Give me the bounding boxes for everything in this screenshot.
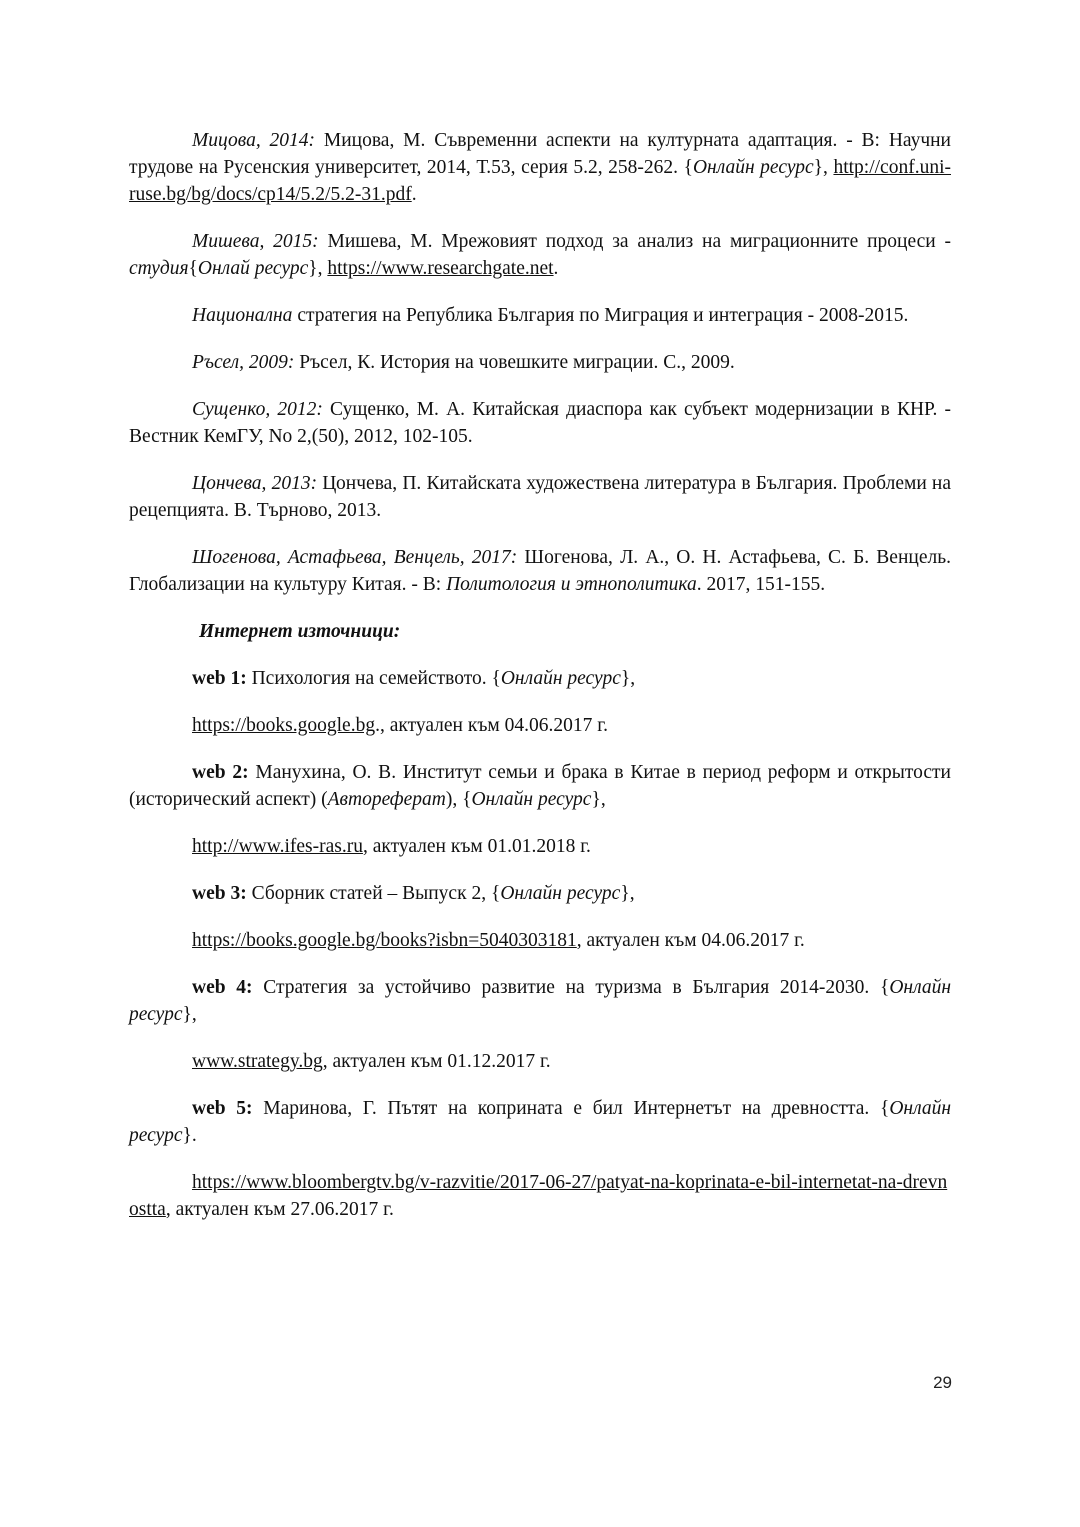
reference-mitsova: Мицова, 2014: Мицова, М. Съвременни аспекти на културната адаптация. - В: Научни трудове на Русенския университет, 2014, Т.53, серия 5.2, 258-262. {Онлайн ресурс}, http://conf.uni-ruse.bg/bg/docs/cp14/5.2/5.2-31.pdf. — [129, 130, 951, 205]
web-source-4-url-line: www.strategy.bg, актуален към 01.12.2017 г. — [192, 1051, 551, 1072]
page-number: 29 — [933, 1373, 952, 1392]
web-source-2: web 2: Манухина, О. В. Институт семьи и брака в Китае в период реформ и открытости (исторический аспект) (Автореферат), {Онлайн ресурс}, — [129, 762, 951, 810]
web-source-1-url-line: https://books.google.bg., актуален към 04.06.2017 г. — [192, 715, 608, 736]
web-link[interactable]: https://www.bloombergtv.bg/v-razvitie/2017-06-27/patyat-na-koprinata-e-bil-internetat-na-drevnostta — [129, 1172, 948, 1220]
reference-author: Шогенова, Астафьева, Венцель, 2017: — [192, 547, 518, 568]
reference-link[interactable]: http://conf.uni-ruse.bg/bg/docs/cp14/5.2/5.2-31.pdf — [129, 157, 951, 205]
reference-author: Национална — [192, 305, 293, 326]
reference-author: Мицова, 2014: — [192, 130, 316, 151]
reference-tsoncheva: Цончева, 2013: Цончева, П. Китайската художествена литература в България. Проблеми на рецепцията. В. Търново, 2013. — [129, 473, 951, 521]
web-link[interactable]: https://books.google.bg — [192, 715, 376, 736]
reference-author: Мишева, 2015: — [192, 231, 319, 252]
web-label: web 4: — [192, 977, 253, 998]
reference-misheva: Мишева, 2015: Мишева, М. Мрежовият подход за анализ на миграционните процеси - студия{Онлай ресурс}, https://www.researchgate.net. — [129, 231, 951, 279]
web-source-4: web 4: Стратегия за устойчиво развитие на туризма в България 2014-2030. {Онлайн ресурс}, — [129, 977, 951, 1025]
web-source-3: web 3: Сборник статей – Выпуск 2, {Онлайн ресурс}, — [192, 883, 635, 904]
web-link[interactable]: www.strategy.bg — [192, 1051, 323, 1072]
reference-link[interactable]: https://www.researchgate.net — [327, 258, 554, 279]
web-link[interactable]: https://books.google.bg/books?isbn=5040303181 — [192, 930, 577, 951]
reference-author: Сущенко, 2012: — [192, 399, 323, 420]
web-source-2-url-line: http://www.ifes-ras.ru, актуален към 01.01.2018 г. — [192, 836, 591, 857]
reference-author: Цончева, 2013: — [192, 473, 318, 494]
web-label: web 5: — [192, 1098, 253, 1119]
web-label: web 3: — [192, 883, 247, 904]
reference-rasel: Ръсел, 2009: Ръсел, К. История на човешките миграции. С., 2009. — [192, 352, 735, 373]
reference-author: Ръсел, 2009: — [192, 352, 295, 373]
web-label: web 2: — [192, 762, 249, 783]
web-source-3-url-line: https://books.google.bg/books?isbn=5040303181, актуален към 04.06.2017 г. — [192, 930, 805, 951]
reference-sushchenko: Сущенко, 2012: Сущенко, М. А. Китайская диаспора как субъект модернизации в КНР. - Вестник КемГУ, No 2,(50), 2012, 102-105. — [129, 399, 951, 447]
web-source-5-url-line: https://www.bloombergtv.bg/v-razvitie/2017-06-27/patyat-na-koprinata-e-bil-internetat-na-drevnostta, актуален към 27.06.2017 г. — [129, 1172, 948, 1220]
section-heading-internet-sources: Интернет източници: — [199, 621, 401, 642]
web-source-1: web 1: Психология на семейството. {Онлайн ресурс}, — [192, 668, 636, 689]
web-label: web 1: — [192, 668, 247, 689]
web-source-5: web 5: Маринова, Г. Пътят на коприната е бил Интернетът на древността. {Онлайн ресурс}. — [129, 1098, 952, 1146]
reference-shogenova: Шогенова, Астафьева, Венцель, 2017: Шогенова, Л. А., О. Н. Астафьева, С. Б. Венцель. Глобализации на культуру Китая. - В: Политология и этнополитика. 2017, 151-155. — [129, 547, 951, 595]
document-page — [129, 127, 951, 1243]
reference-national-strategy: Национална стратегия на Република България по Миграция и интеграция - 2008-2015. — [192, 305, 909, 326]
web-link[interactable]: http://www.ifes-ras.ru — [192, 836, 363, 857]
